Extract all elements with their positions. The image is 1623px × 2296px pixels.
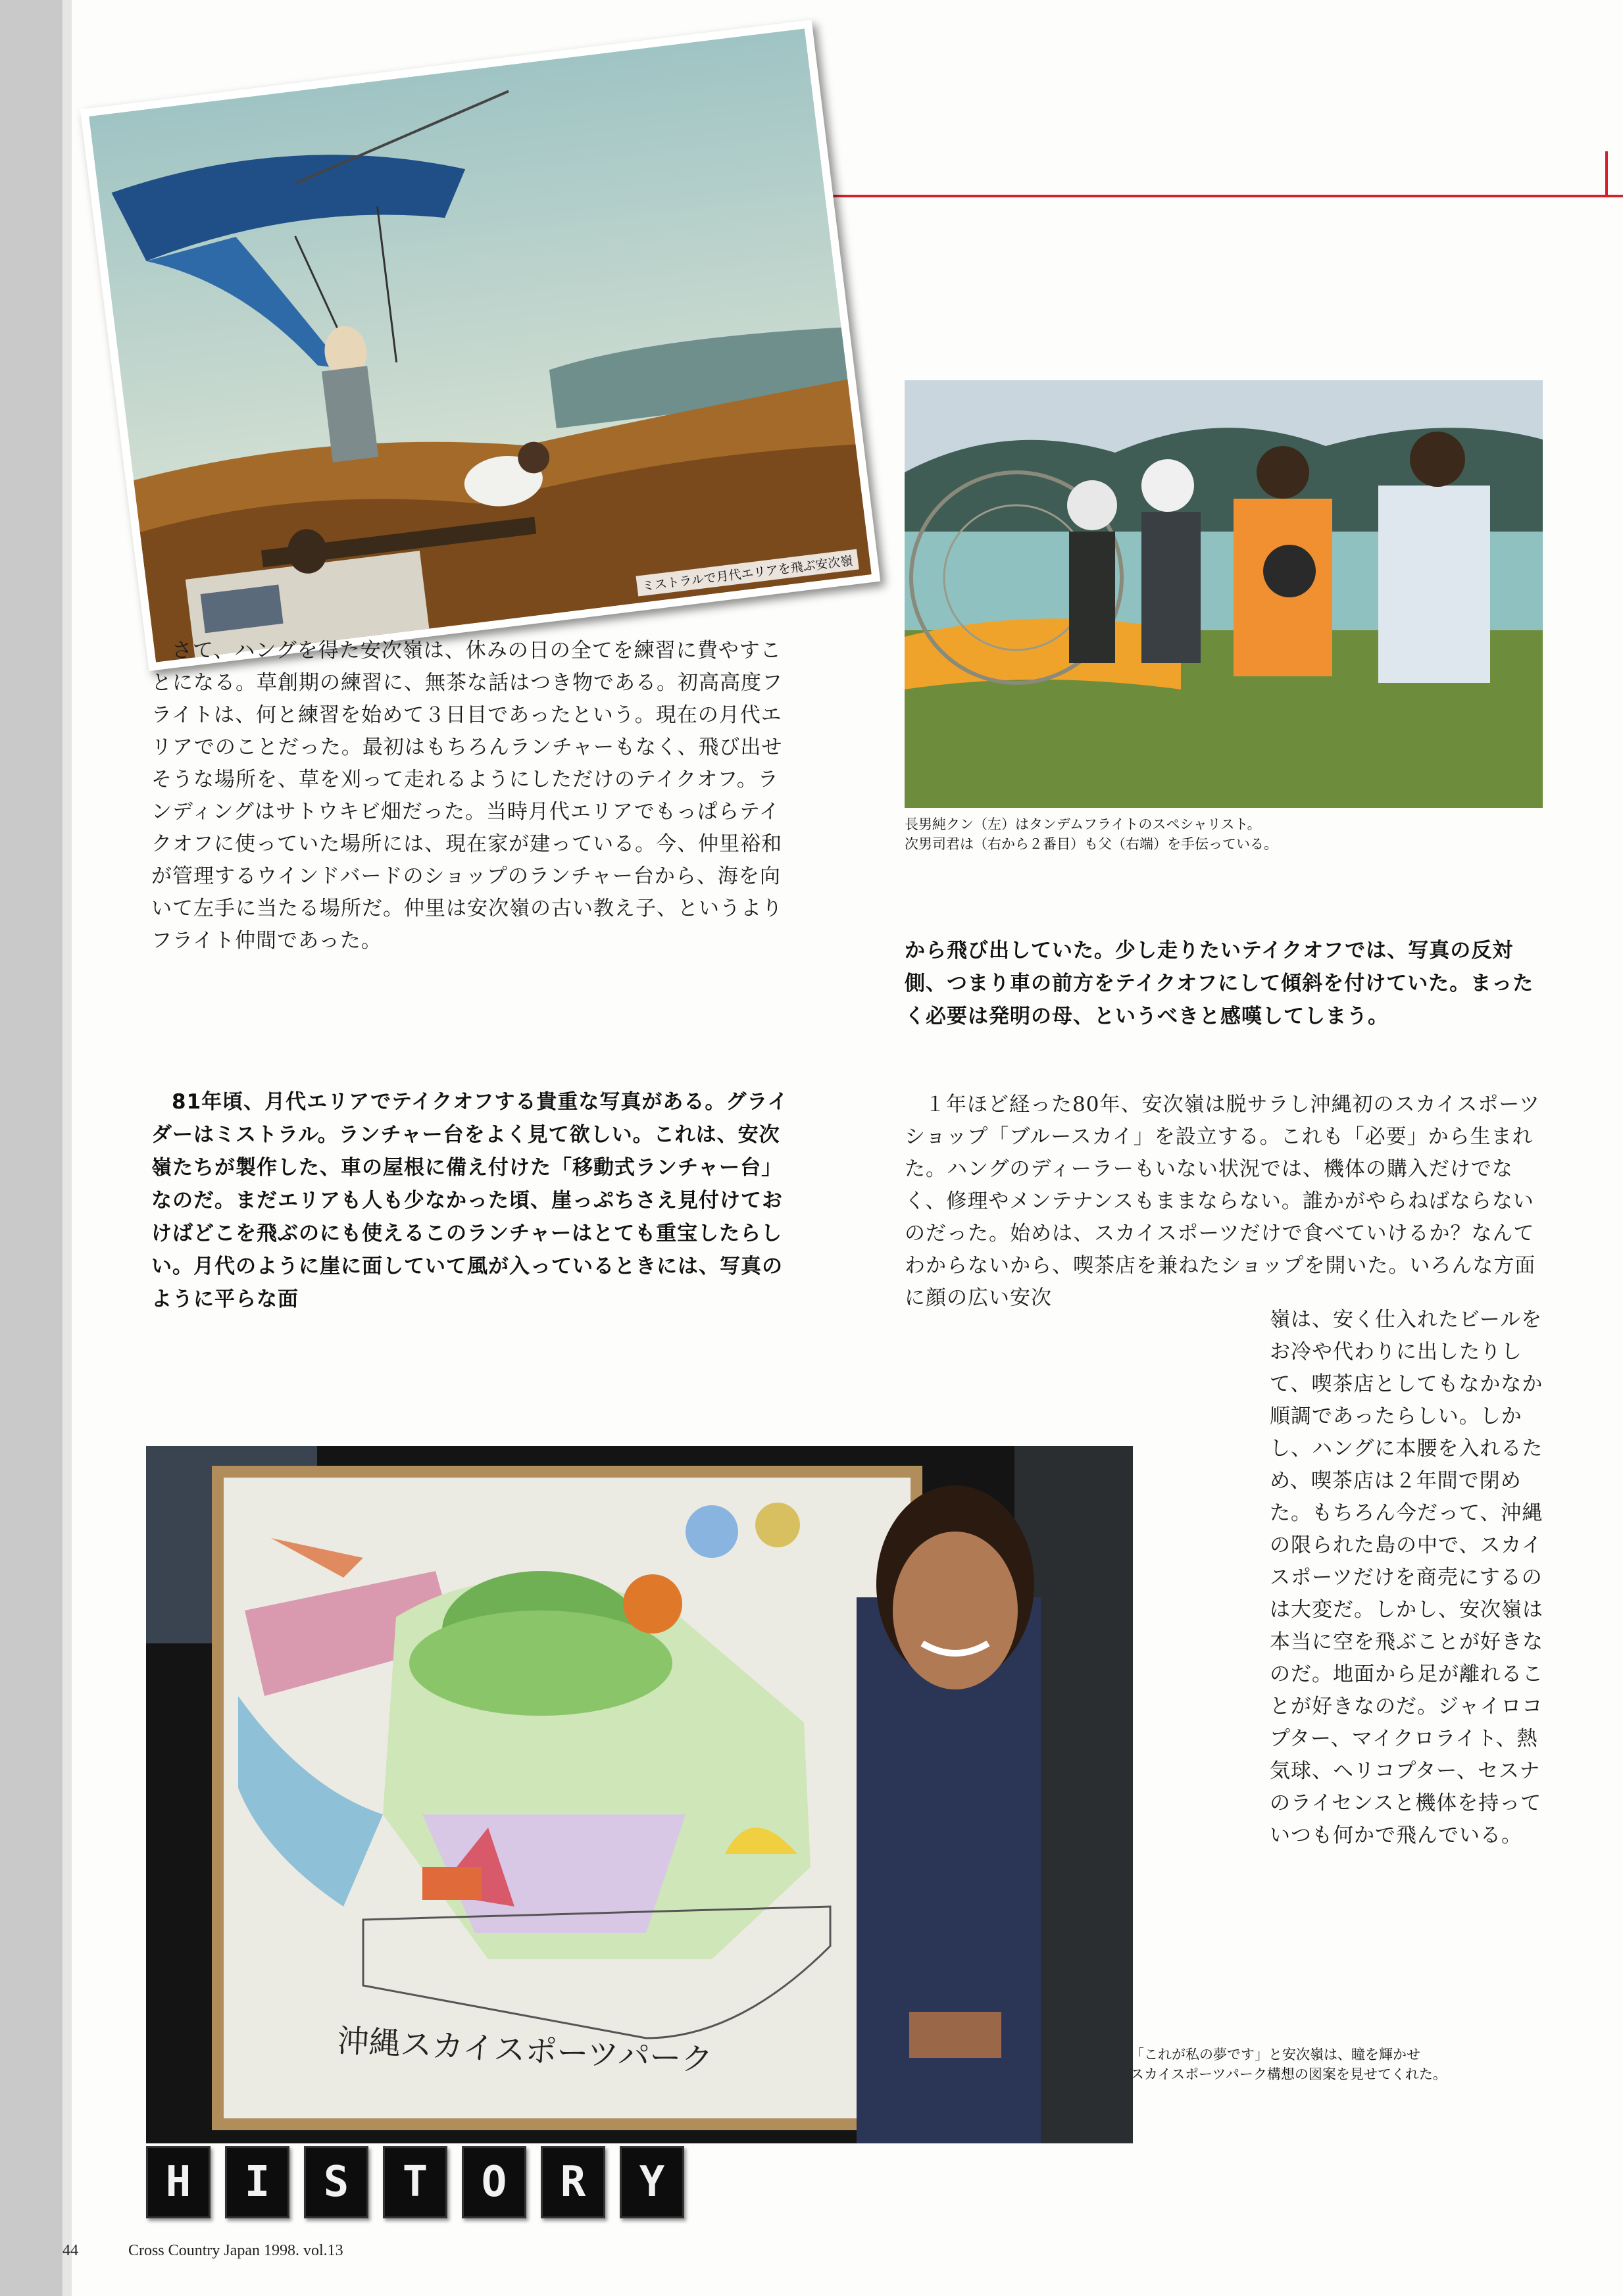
sky-park-caption-line-1: 「これが私の夢です」と安次嶺は、瞳を輝かせ bbox=[1130, 2047, 1420, 2062]
history-letter-tile bbox=[541, 2146, 605, 2218]
history-letter: S bbox=[323, 2158, 349, 2207]
history-letter: O bbox=[481, 2158, 507, 2207]
hang-glider-photo-frame bbox=[80, 20, 880, 671]
history-letter-tile bbox=[304, 2146, 368, 2218]
history-letter-tile bbox=[225, 2146, 289, 2218]
sky-park-photo-caption bbox=[1130, 2045, 1447, 2084]
history-letter: H bbox=[165, 2158, 191, 2207]
history-letter-tile bbox=[383, 2146, 447, 2218]
tandem-caption-line-2: 次男司君は（右から２番目）も父（右端）を手伝っている。 bbox=[905, 836, 1278, 852]
red-accent-rule-corner bbox=[1605, 151, 1608, 196]
tandem-caption-line-1: 長男純クン（左）はタンデムフライトのスペシャリスト。 bbox=[905, 816, 1261, 832]
red-accent-rule bbox=[763, 195, 1623, 197]
history-letter-tile bbox=[146, 2146, 211, 2218]
left-margin-band bbox=[0, 0, 62, 2296]
article-paragraph-5: 嶺は、安く仕入れたビールをお冷や代わりに出したりして、喫茶店としてもなかなか順調であったらしい。しかし、ハングに本腰を入れるため、喫茶店は２年間で閉めた。もちろん今だって、沖縄の限られた島の中で、スカイスポーツだけを商売にするのは大変だ。しかし、安次嶺は本当に空を飛ぶことが好きなのだ。地面から足が離れることが好きなのだ。ジャイロコプター、マイクロライト、熱気球、ヘリコプター、セスナのライセンスと機体を持っていつも何かで飛んでいる。 bbox=[1270, 1308, 1543, 1847]
page-number: 44 bbox=[62, 2242, 78, 2259]
sky-park-illustration bbox=[146, 1446, 1133, 2143]
history-letter: I bbox=[244, 2158, 270, 2207]
hang-glider-photo-caption: ミストラルで月代エリアを飛ぶ安次嶺 bbox=[636, 549, 859, 597]
sky-park-photo bbox=[146, 1446, 1133, 2143]
publication-name: Cross Country Japan 1998. vol.13 bbox=[128, 2242, 343, 2259]
tandem-photo-caption bbox=[905, 814, 1278, 854]
sky-park-board-title: 沖縄スカイスポーツパーク bbox=[336, 2022, 714, 2079]
history-letter: T bbox=[402, 2158, 428, 2207]
sky-park-caption-line-2: スカイスポーツパーク構想の図案を見せてくれた。 bbox=[1130, 2066, 1447, 2082]
article-paragraph-1: さて、ハングを得た安次嶺は、休みの日の全てを練習に費やすことになる。草創期の練習に、無茶な話はつき物である。初高高度フライトは、何と練習を始めて３日目であったという。現在の月代エリアでのことだった。最初はもちろんランチャーもなく、飛び出せそうな場所を、草を刈って走れるようにしただけのテイクオフ。ランディングはサトウキビ畑だった。当時月代エリアでもっぱらテイクオフに使っていた場所には、現在家が建っている。今、仲里裕和が管理するウインドバードのショップのランチャー台から、海を向いて左手に当たる場所だ。仲里は安次嶺の古い教え子、というよりフライト仲間であった。 bbox=[151, 639, 783, 953]
history-letter-tile bbox=[462, 2146, 526, 2218]
page-footer bbox=[62, 2242, 343, 2260]
history-letter-tile bbox=[620, 2146, 684, 2218]
history-section-title bbox=[146, 2146, 684, 2225]
history-letter: Y bbox=[639, 2158, 665, 2207]
article-paragraph-3: から飛び出していた。少し走りたいテイクオフでは、写真の反対側、つまり車の前方をテイクオフにして傾斜を付けていた。まったく必要は発明の母、というべきと感嘆してしまう。 bbox=[905, 939, 1534, 1028]
tandem-photo bbox=[905, 380, 1543, 808]
tandem-illustration bbox=[905, 380, 1543, 808]
article-paragraph-4: １年ほど経った80年、安次嶺は脱サラし沖縄初のスカイスポーツショップ「ブルースカイ」を設立する。これも「必要」から生まれた。ハングのディーラーもいない状況では、機体の購入だけでなく、修理やメンテナンスもままならない。誰かがやらねばならないのだった。始めは、スカイスポーツだけで食べていけるか？なんてわからないから、喫茶店を兼ねたショップを開いた。いろんな方面に顔の広い安次 bbox=[905, 1093, 1540, 1310]
history-letter: R bbox=[560, 2158, 586, 2207]
article-paragraph-2: 81年頃、月代エリアでテイクオフする貴重な写真がある。グライダーはミストラル。ランチャー台をよく見て欲しい。これは、安次嶺たちが製作した、車の屋根に備え付けた「移動式ランチャー台」なのだ。まだエリアも人も少なかった頃、崖っぷちさえ見付けておけばどこを飛ぶのにも使えるこのランチャーはとても重宝したらしい。月代のように崖に面していて風が入っているときには、写真のように平らな面 bbox=[151, 1090, 789, 1311]
left-margin-shadow bbox=[62, 0, 72, 2296]
